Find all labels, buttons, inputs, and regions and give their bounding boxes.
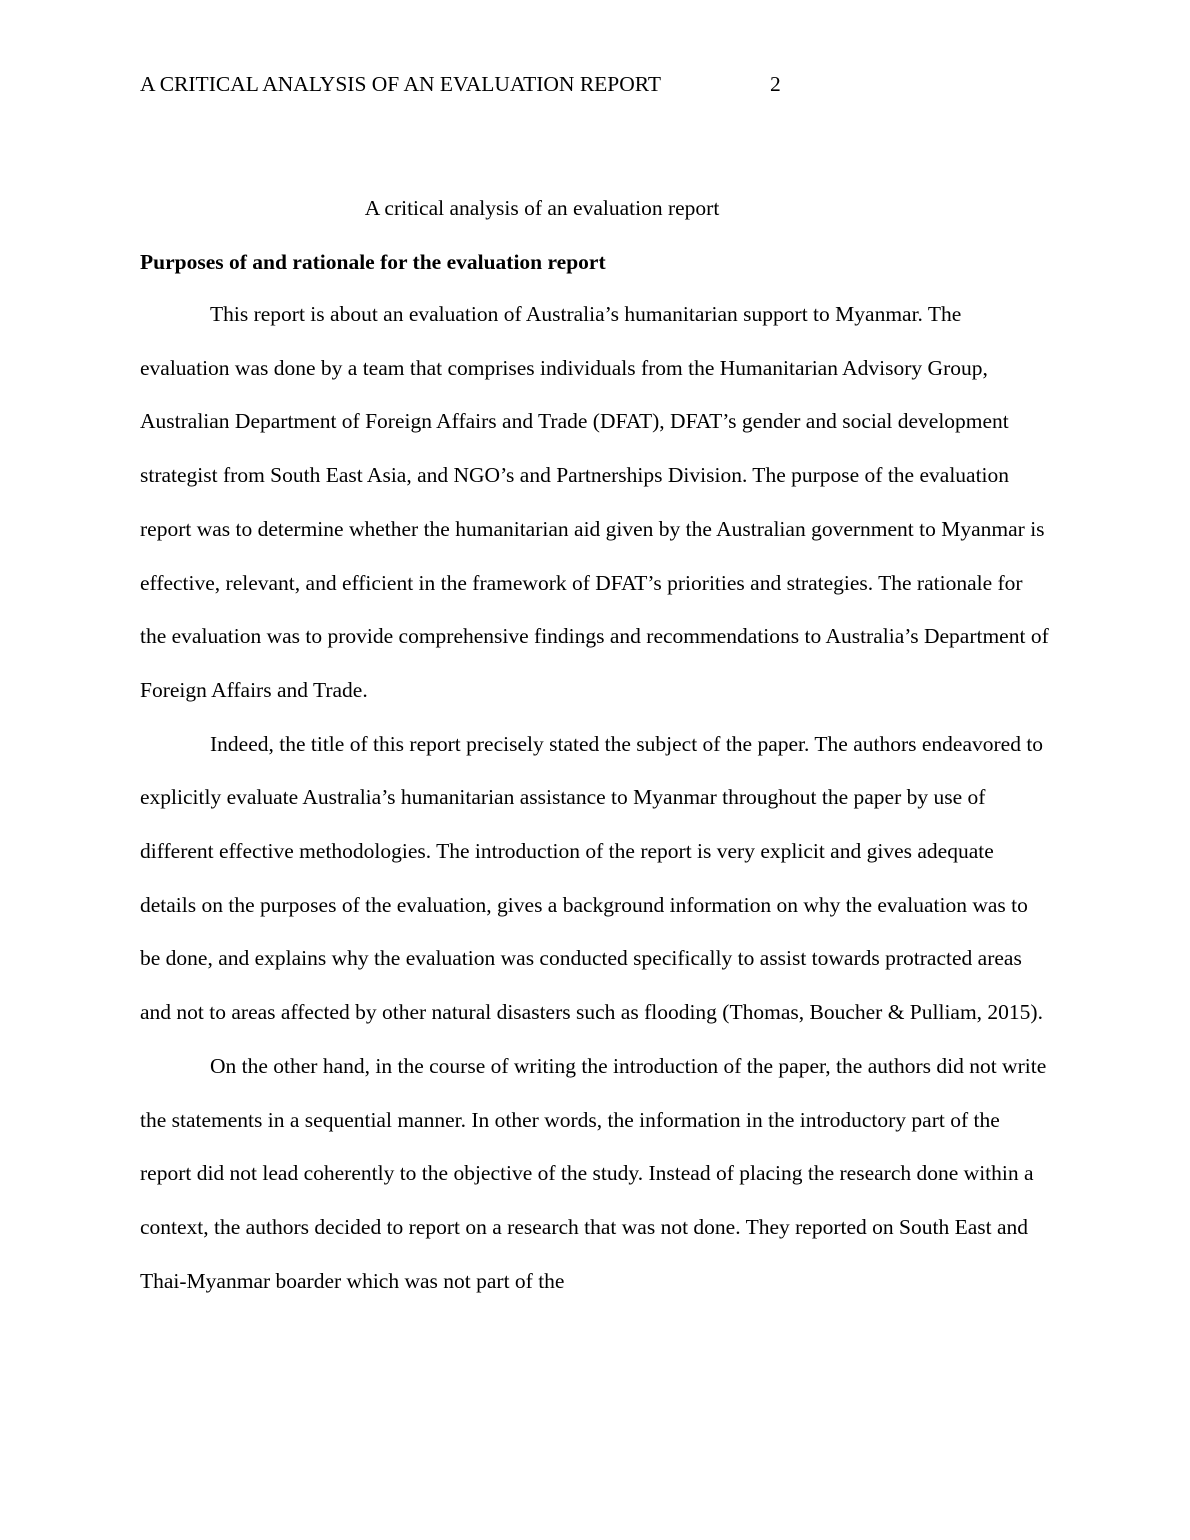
running-head: A CRITICAL ANALYSIS OF AN EVALUATION REPORT (140, 72, 661, 96)
section-heading: Purposes of and rationale for the evaluation report (140, 250, 606, 274)
body-text (140, 288, 1050, 1308)
page-number: 2 (770, 72, 781, 96)
paragraph-2: Indeed, the title of this report precisely stated the subject of the paper. The authors endeavored to explicitly evaluate Australia’s humanitarian assistance to Myanmar throughout the paper by use of different effective methodologies. The introduction of the report is very explicit and gives adequate details on the purposes of the evaluation, gives a background information on why the evaluation was to be done, and explains why the evaluation was conducted specifically to assist towards protracted areas and not to areas affected by other natural disasters such as flooding (Thomas, Boucher & Pulliam, 2015). (140, 731, 1044, 1025)
document-title: A critical analysis of an evaluation report (364, 196, 720, 220)
paragraph-3: On the other hand, in the course of writing the introduction of the paper, the authors did not write the statements in a sequential manner. In other words, the information in the introductory part of the report did not lead coherently to the objective of the study. Instead of placing the research done within a context, the authors decided to report on a research that was not done. They reported on South East and Thai-Myanmar boarder which was not part of the (140, 1053, 1047, 1293)
paragraph-1: This report is about an evaluation of Australia’s humanitarian support to Myanmar. The evaluation was done by a team that comprises individuals from the Humanitarian Advisory Group, Australian Department of Foreign Affairs and Trade (DFAT), DFAT’s gender and social development strategist from South East Asia, and NGO’s and Partnerships Division. The purpose of the evaluation report was to determine whether the humanitarian aid given by the Australian government to Myanmar is effective, relevant, and efficient in the framework of DFAT’s priorities and strategies. The rationale for the evaluation was to provide comprehensive findings and recommendations to Australia’s Department of Foreign Affairs and Trade. (140, 302, 1049, 702)
